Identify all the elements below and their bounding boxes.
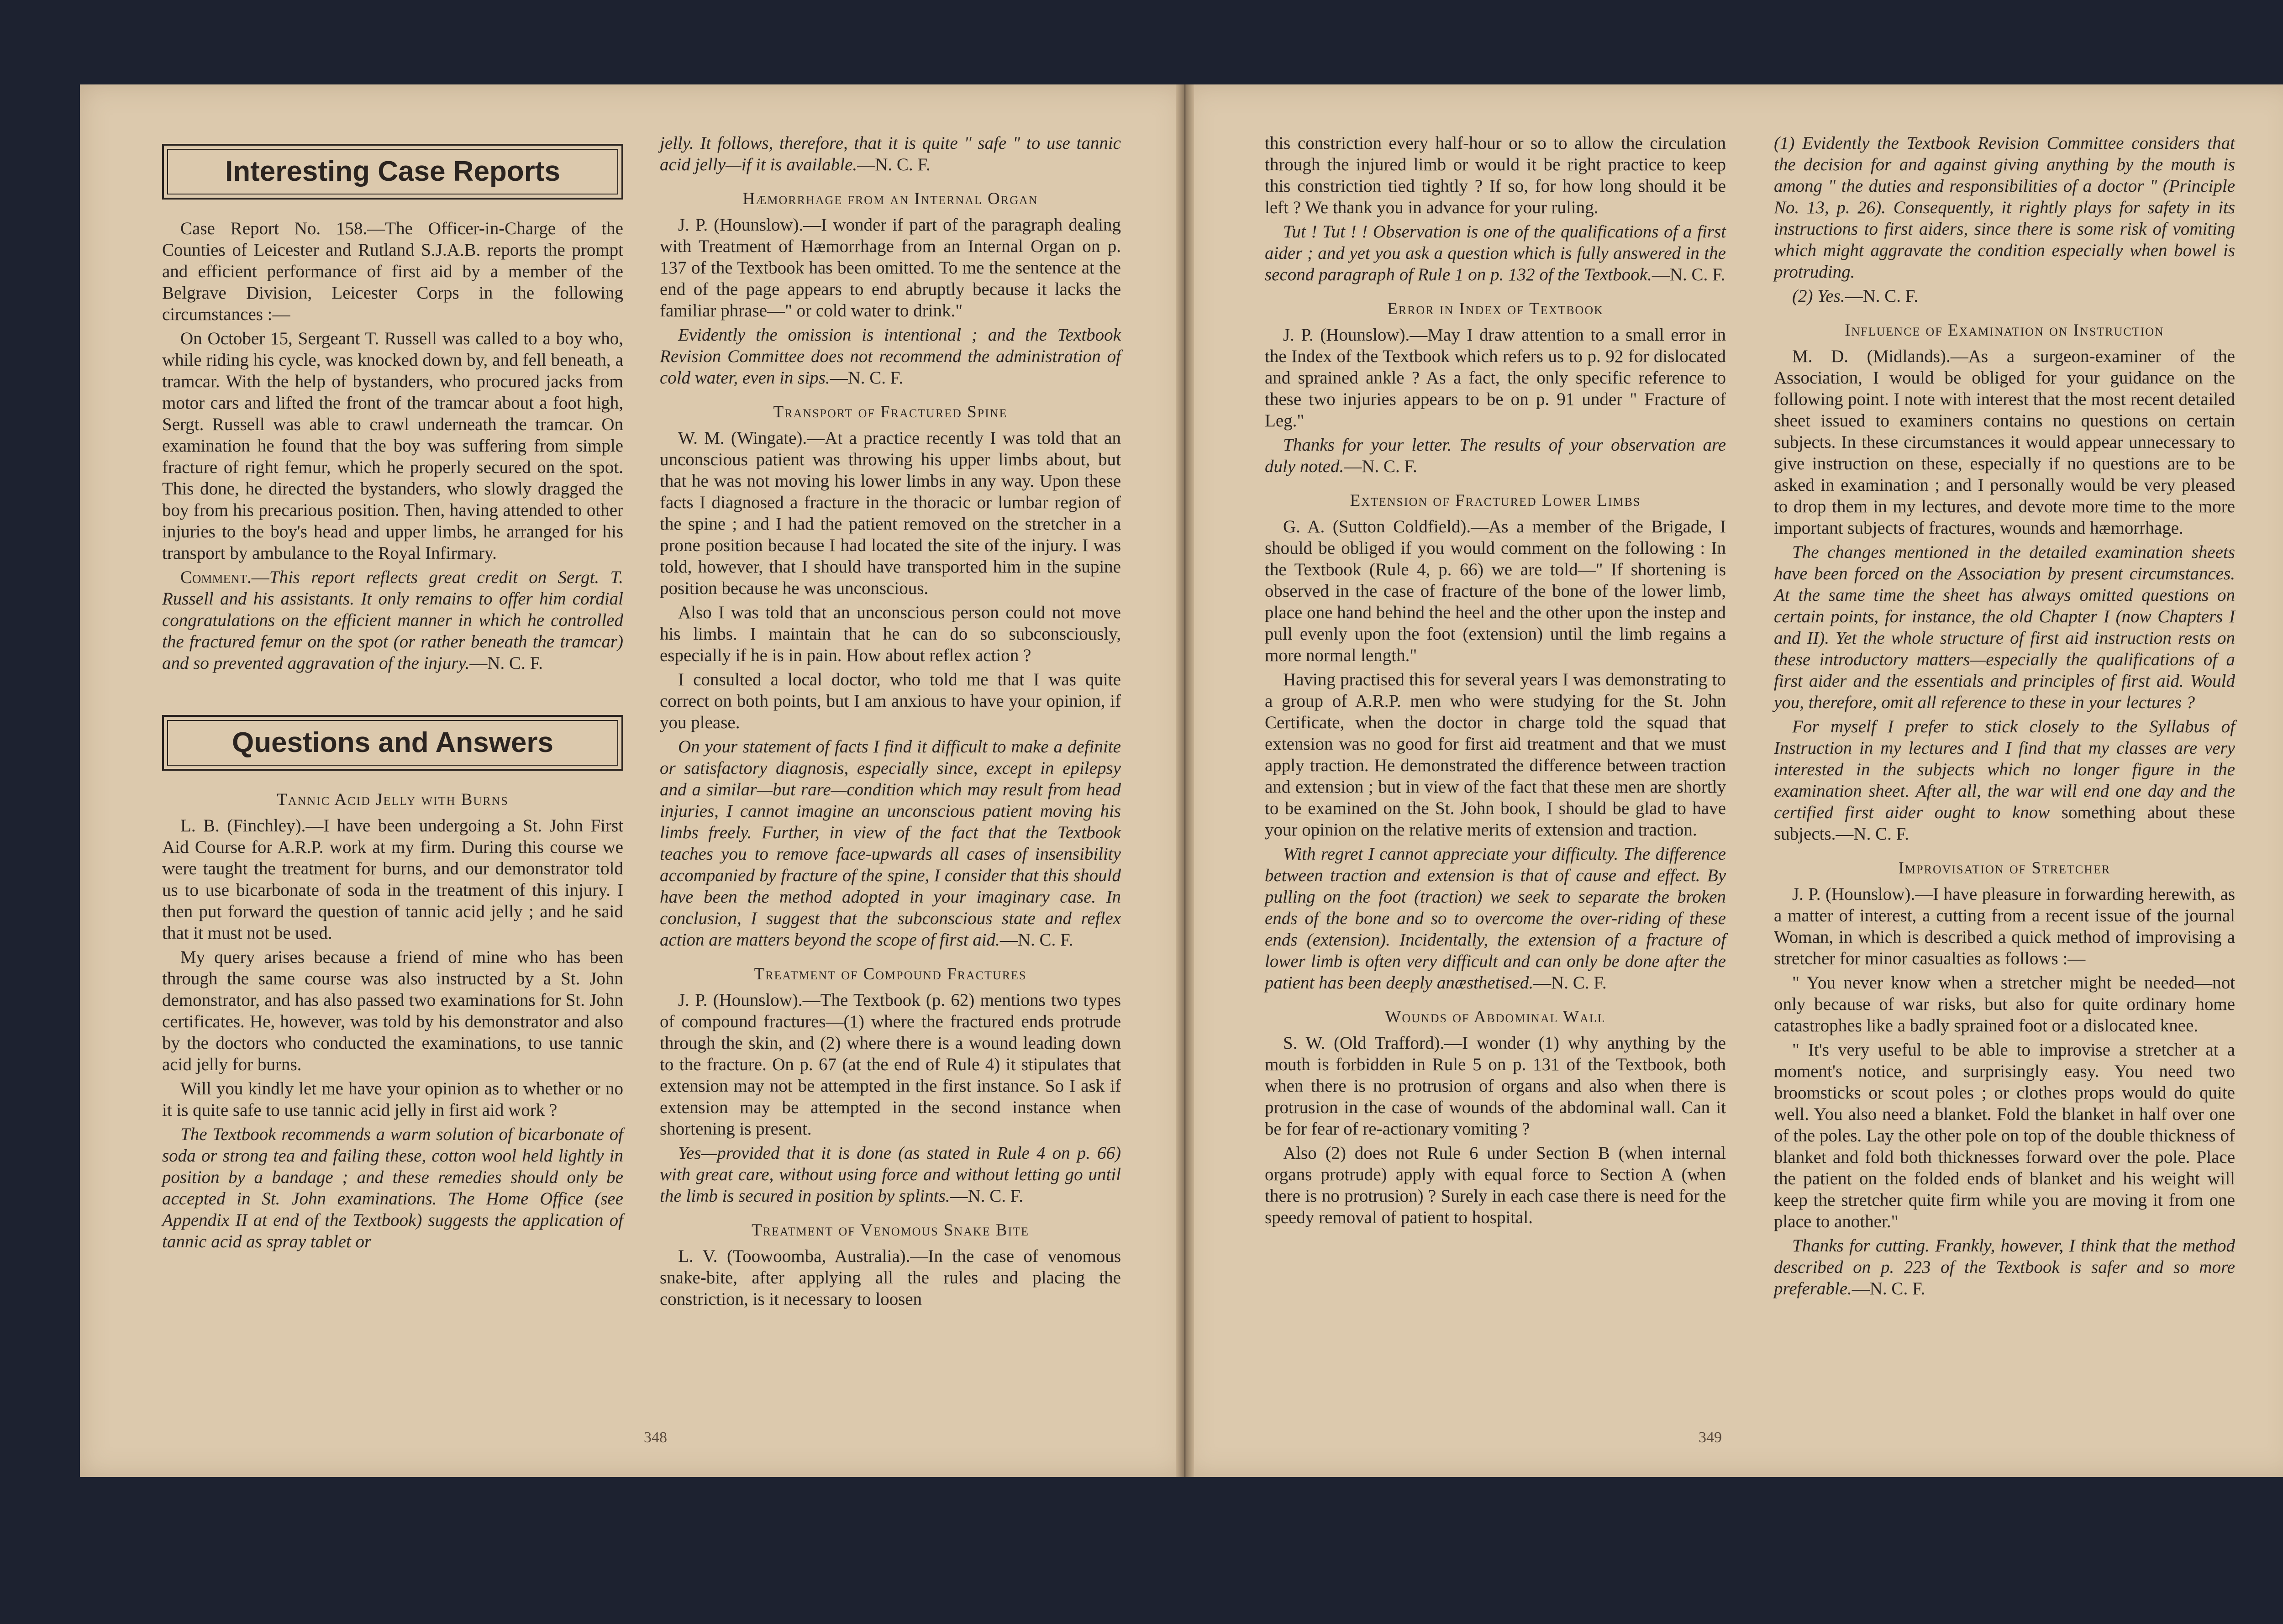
editor-reply: The changes mentioned in the detailed examination sheets have been forced on the Association by present circumstances. At the same time the sheet has always omitted questions on certain points, for instance, the old Chapter I (now Chapters I and II). Yet the whole structure of first aid instruction rests on these introductory matters—especially the qualifications of a first aider and the essentials and principles of first aid. Would you, therefore, omit all reference to these in your lectures ?	[1774, 542, 2235, 712]
question-heading: Hæmorrhage from an Internal Organ	[742, 189, 1038, 208]
question-heading: Tannic Acid Jelly with Burns	[277, 790, 509, 809]
paragraph	[1774, 716, 2235, 845]
paragraph: M. D. (Midlands).—As a surgeon-examiner of the Association, I would be obliged for your guidance on the following point. I note with interest that the most recent detailed sheet issued to examiners contains no questions on certain subjects. In these circumstances it would appear unnecessary to give instruction on these, especially if no questions are to be asked in examination ; and I personally would be very pleased to drop them in my lectures, and devote more time to the more important subjects of fractures, wounds and hæmorrhage.	[1774, 347, 2235, 538]
paragraph: J. P. (Hounslow).—I wonder if part of the paragraph dealing with Treatment of Hæmorrhage from an Internal Organ on p. 137 of the Textbook has been omitted. To me the sentence at the end of the page appears to end abruptly because it lacks the familiar phrase—" or cold water to drink."	[660, 215, 1121, 321]
editor-reply: Tut ! Tut ! ! Observation is one of the qualifications of a first aider ; and yet you ask a question which is fully answered in the second paragraph of Rule 1 on p. 132 of the Textbook.	[1265, 222, 1726, 284]
signature: —N. C. F.	[469, 653, 543, 673]
page-number-left: 348	[644, 1429, 667, 1446]
paragraph: I consulted a local doctor, who told me that I was quite correct on both points, but I am anxious to have your opinion, if you please.	[660, 670, 1121, 732]
question-heading: Treatment of Compound Fractures	[754, 965, 1027, 983]
paragraph: Also I was told that an unconscious person could not move his limbs. I maintain that he can do so subconsciously, especially if he is in pain. How about reflex action ?	[660, 603, 1121, 665]
column-1	[162, 139, 623, 1255]
editor-reply: On your statement of facts I find it difficult to make a definite or satisfactory diagnosis, especially since, except in epilepsy and a similar—but rare—condition which may result from head injuries, I cannot imagine an unconscious patient moving his limbs freely. Further, in view of the fact that the Textbook teaches you to remove face-upwards all cases of insensibility accompanied by fracture of the spine, I consider that this should have been the method adopted in your imaginary case. In conclusion, I suggest that the subconscious state and reflex action are matters beyond the scope of first aid.	[660, 737, 1121, 950]
editor-reply: Thanks for cutting. Frankly, however, I think that the method described on p. 223 of the Textbook is safer and so more preferable.	[1774, 1236, 2235, 1298]
signature: —N. C. F.	[1845, 286, 1919, 306]
editor-reply: This report reflects great credit on Sergt. T. Russell and his assistants. It only remains to offer him cordial congratulations on the efficient manner in which he controlled the fractured femur on the spot (or rather beneath the tramcar) and so prevented aggravation of the injury.	[162, 568, 623, 673]
question-heading: Influence of Examination on Instruction	[1845, 321, 2164, 340]
editor-reply: Evidently the omission is intentional ; and the Textbook Revision Committee does not recommend the administration of cold water, even in sips.	[660, 325, 1121, 388]
paragraph	[660, 1142, 1121, 1207]
paragraph	[1774, 1235, 2235, 1299]
paragraph: this constriction every half-hour or so to allow the circulation through the injured limb or would it be right practice to keep this constriction tied tightly ? If so, for how long should it be left ? We thank you in advance for your ruling.	[1265, 133, 1726, 217]
paragraph	[1265, 843, 1726, 993]
signature: —N. C. F.	[1344, 457, 1417, 476]
section-heading: Questions and Answers	[167, 720, 618, 766]
question-heading: Treatment of Venomous Snake Bite	[751, 1221, 1029, 1240]
signature: —N. C. F.	[830, 368, 904, 388]
paragraph: Having practised this for several years I was demonstrating to a group of A.R.P. men who were studying for the St. John Certificate, when the doctor in charge told the squad that extension was no good for first aid treatment and that we must apply traction. He demonstrated the difference between traction and extension ; but in view of the fact that these men are shortly to be examined on the St. John book, I should be glad to have your opinion on the relative merits of extension and traction.	[1265, 670, 1726, 840]
question-heading: Transport of Fractured Spine	[773, 403, 1008, 421]
column-3	[1265, 132, 1726, 1231]
paragraph	[1774, 285, 2235, 307]
signature: —N. C. F.	[950, 1186, 1024, 1206]
editor-reply: For myself I prefer to stick closely to the Syllabus of Instruction in my lectures and I find that my classes are very interested in the subjects which no longer figure in the examination sheet. After all, the war will end one day and the certified first aider ought to know	[1774, 717, 2235, 822]
paragraph	[660, 132, 1121, 175]
editor-reply: jelly. It follows, therefore, that it is quite " safe " to use tannic acid jelly—if it is available.	[660, 133, 1121, 174]
editor-reply: The Textbook recommends a warm solution of bicarbonate of soda or strong tea and failing these, cotton wool held lightly in position by a bandage ; and these remedies should only be accepted in St. John examinations. The Home Office (see Appendix II at end of the Textbook) suggests the application of tannic acid as spray tablet or	[162, 1125, 623, 1251]
signature: —N. C. F.	[1836, 824, 1909, 844]
paragraph: Case Report No. 158.—The Officer-in-Charge of the Counties of Leicester and Rutland S.J.A.B. reports the prompt and efficient performance of first aid by a member of the Belgrave Division, Leicester Corps in the following circumstances :—	[162, 219, 623, 324]
editor-reply: (1) Evidently the Textbook Revision Committee considers that the decision for and against giving anything by the mouth is among " the duties and responsibilities of a doctor " (Principle No. 13, p. 26). Consequently, it rightly plays for safety in its instructions to first aiders, since there is some risk of vomiting which might aggravate the condition especially when bowel is protruding.	[1774, 133, 2235, 282]
section-heading-box	[162, 715, 623, 771]
paragraph: " You never know when a stretcher might be needed—not only because of war risks, but also for quite ordinary home catastrophes like a badly sprained foot or a dislocated knee.	[1774, 973, 2235, 1035]
paragraph: My query arises because a friend of mine who has been through the same course was also instructed by a St. John demonstrator, and has also passed two examinations for St. John certificates. He, however, was told by his demonstrator and also by the doctors who conducted the examinations, to use tannic acid jelly for burns.	[162, 947, 623, 1074]
editor-reply: Yes—provided that it is done (as stated in Rule 4 on p. 66) with great care, without using force and without letting go until the limb is secured in position by splints.	[660, 1143, 1121, 1206]
editor-reply: With regret I cannot appreciate your difficulty. The difference between traction and extension is that of cause and effect. By pulling on the foot (traction) we seek to separate the broken ends of the bone and so to overcome the over-riding of these ends (extension). Incidentally, the extension of a fracture of lower limb is often very difficult and can only be done after the patient has been deeply anæsthetised.	[1265, 844, 1726, 993]
paragraph	[162, 567, 623, 674]
signature: —N. C. F.	[1652, 265, 1725, 284]
question-heading: Wounds of Abdominal Wall	[1385, 1008, 1606, 1026]
comment-lead: Comment.—	[180, 568, 269, 587]
paragraph: L. V. (Toowoomba, Australia).—In the case of venomous snake-bite, after applying all the rules and placing the constriction, is it necessary to loosen	[660, 1246, 1121, 1309]
paragraph: J. P. (Hounslow).—The Textbook (p. 62) mentions two types of compound fractures—(1) where the fractured ends protrude through the skin, and (2) where there is a wound leading down to the fracture. On p. 67 (at the end of Rule 4) it stipulates that extension may not be attempted in the first instance. So I ask if extension may be attempted in the second instance when shortening is present.	[660, 990, 1121, 1139]
paragraph: G. A. (Sutton Coldfield).—As a member of the Brigade, I should be obliged if you would comment on the following : In the Textbook (Rule 4, p. 66) we are told—" If shortening is observed in the case of fracture of the bone of the lower limb, place one hand behind the heel and the other upon the instep and pull evenly upon the foot (extension) until the limb regains a more normal length."	[1265, 517, 1726, 665]
paragraph: J. P. (Hounslow).—May I draw attention to a small error in the Index of the Textbook which refers us to p. 92 for dislocated and sprained ankle ? As a fact, the only specific reference to these two injuries appears to be on p. 91 under " Fracture of Leg."	[1265, 325, 1726, 431]
paragraph: " It's very useful to be able to improvise a stretcher at a moment's notice, and surprisingly easy. You need two broomsticks or scout poles ; or clothes props would do quite well. You also need a blanket. Fold the blanket in half over one of the poles. Lay the other pole on top of the double thickness of blanket and fold both thicknesses forward over the pole. Place the patient on the folded ends of blanket and his weight will keep the stretcher quite firm while you are moving it from one place to another."	[1774, 1040, 2235, 1231]
question-heading: Extension of Fractured Lower Limbs	[1350, 491, 1641, 510]
signature: —N. C. F.	[1852, 1279, 1925, 1298]
paragraph: On October 15, Sergeant T. Russell was called to a boy who, while riding his cycle, was knocked down by, and fell beneath, a tramcar. With the help of bystanders, who procured jacks from motor cars and lifted the front of the tramcar about a foot high, Sergt. Russell was able to crawl underneath the tramcar. On examination he found that the boy was suffering from simple fracture of right femur, which he properly secured on the spot. This done, he directed the bystanders, who slowly dragged the boy from his precarious position. Then, having attended to other injuries to the boy's head and upper limbs, he arranged for his transport by ambulance to the Royal Infirmary.	[162, 329, 623, 563]
question-heading: Error in Index of Textbook	[1387, 300, 1604, 318]
book-spine	[1176, 84, 1194, 1477]
signature: —N. C. F.	[1533, 973, 1607, 993]
paragraph	[1265, 221, 1726, 285]
editor-reply: Thanks for your letter. The results of your observation are duly noted.	[1265, 435, 1726, 476]
paragraph	[1265, 434, 1726, 477]
paragraph	[660, 324, 1121, 389]
paragraph: Also (2) does not Rule 6 under Section B (when internal organs protrude) apply with equal force to Section A (when there is no protrusion) ? Surely in each case there is need for the speedy removal of patient to hospital.	[1265, 1143, 1726, 1227]
signature: —N. C. F.	[999, 930, 1073, 950]
paragraph: S. W. (Old Trafford).—I wonder (1) why anything by the mouth is forbidden in Rule 5 on p. 131 of the Textbook, both when there is no protrusion of organs and also when there is protrusion in the case of wounds of the abdominal wall. Can it be for fear of re-actionary vomiting ?	[1265, 1033, 1726, 1139]
column-2	[660, 132, 1121, 1313]
column-4	[1774, 132, 2235, 1302]
paragraph: J. P. (Hounslow).—I have pleasure in forwarding herewith, as a matter of interest, a cutting from a recent issue of the journal Woman, in which is described a quick method of improvising a stretcher for minor casualties as follows :—	[1774, 884, 2235, 968]
page-number-right: 349	[1699, 1429, 1722, 1446]
reply-tail: something about these subjects.	[1774, 803, 2235, 844]
question-heading: Improvisation of Stretcher	[1898, 859, 2111, 878]
section-heading-box	[162, 144, 623, 200]
paragraph: W. M. (Wingate).—At a practice recently I was told that an unconscious patient was throwing his upper limbs about, but that he was not moving his lower limbs in any way. Upon these facts I diagnosed a fracture in the thoracic or lumbar region of the spine ; and I had the patient removed on the stretcher in a prone position because I had located the site of the injury. I was told, however, that I should have transported him in the supine position because he was unconscious.	[660, 428, 1121, 598]
signature: —N. C. F.	[857, 155, 931, 174]
paragraph	[660, 736, 1121, 951]
section-heading: Interesting Case Reports	[167, 149, 618, 194]
editor-reply: (2) Yes.	[1792, 286, 1845, 306]
paragraph: L. B. (Finchley).—I have been undergoing a St. John First Aid Course for A.R.P. work at my firm. During this course we were taught the treatment for burns, and our demonstrator told us to use bicarbonate of soda in the treatment of this injury. I then put forward the question of tannic acid jelly ; and he said that it must not be used.	[162, 816, 623, 943]
paragraph: Will you kindly let me have your opinion as to whether or no it is quite safe to use tannic acid jelly in first aid work ?	[162, 1079, 623, 1120]
